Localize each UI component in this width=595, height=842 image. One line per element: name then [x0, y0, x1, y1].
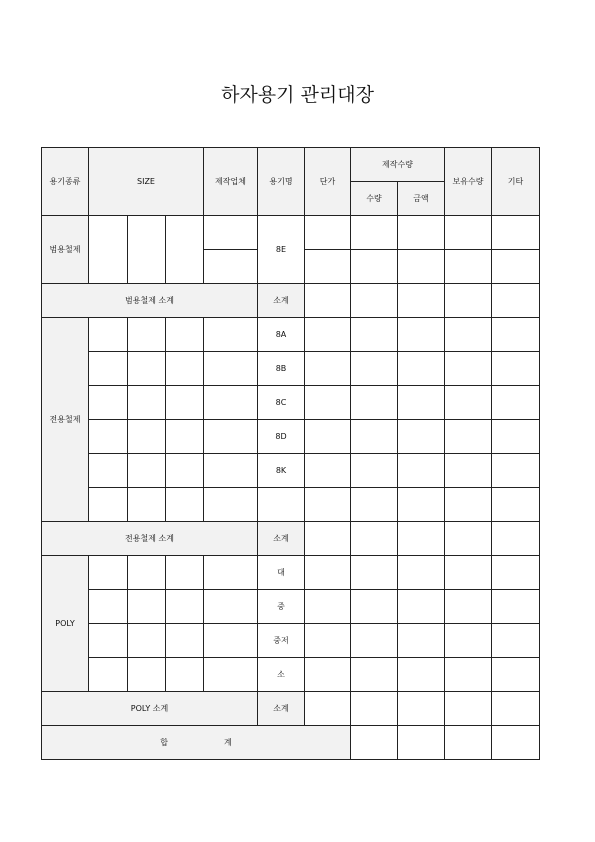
data-cell[interactable] [492, 624, 540, 658]
size-cell[interactable] [89, 590, 128, 624]
data-cell[interactable] [398, 590, 445, 624]
header-unit-price: 단가 [305, 148, 351, 216]
maker-cell[interactable] [204, 250, 258, 284]
maker-cell[interactable] [204, 420, 258, 454]
size-cell[interactable] [166, 420, 204, 454]
data-cell[interactable] [351, 216, 398, 250]
data-cell[interactable] [351, 590, 398, 624]
size-cell[interactable] [166, 488, 204, 522]
data-cell[interactable] [398, 284, 445, 318]
grand-total-right: 계 [224, 738, 232, 747]
data-cell[interactable] [398, 216, 445, 250]
data-cell[interactable] [398, 454, 445, 488]
size-cell[interactable] [128, 386, 166, 420]
container-name-8c: 8C [258, 386, 305, 420]
maker-cell[interactable] [204, 624, 258, 658]
container-name-medium: 중 [258, 590, 305, 624]
size-cell[interactable] [128, 352, 166, 386]
data-cell[interactable] [398, 658, 445, 692]
size-cell[interactable] [128, 318, 166, 352]
group-label-poly: POLY [42, 556, 89, 692]
data-cell[interactable] [492, 590, 540, 624]
size-cell[interactable] [89, 216, 128, 284]
data-cell[interactable] [492, 250, 540, 284]
header-amount: 금액 [398, 182, 445, 216]
data-cell[interactable] [398, 386, 445, 420]
size-cell[interactable] [89, 556, 128, 590]
size-cell[interactable] [89, 488, 128, 522]
data-cell[interactable] [351, 454, 398, 488]
subtotal-name-poly: 소계 [258, 692, 305, 726]
data-cell[interactable] [492, 454, 540, 488]
data-cell[interactable] [351, 556, 398, 590]
maker-cell[interactable] [204, 556, 258, 590]
data-cell[interactable] [305, 624, 351, 658]
subtotal-name-common: 소계 [258, 284, 305, 318]
subtotal-label-dedicated: 전용철제 소계 [42, 522, 258, 556]
container-name-8a: 8A [258, 318, 305, 352]
subtotal-label-poly: POLY 소계 [42, 692, 258, 726]
data-cell[interactable] [492, 352, 540, 386]
data-cell[interactable] [351, 250, 398, 284]
data-cell[interactable] [492, 420, 540, 454]
data-cell[interactable] [305, 454, 351, 488]
data-cell[interactable] [305, 522, 351, 556]
data-cell[interactable] [492, 658, 540, 692]
data-cell[interactable] [398, 726, 445, 760]
group-label-common: 범용철제 [42, 216, 89, 284]
data-cell[interactable] [351, 488, 398, 522]
container-name-8d: 8D [258, 420, 305, 454]
group-label-dedicated: 전용철제 [42, 318, 89, 522]
maker-cell[interactable] [204, 216, 258, 250]
size-cell[interactable] [128, 556, 166, 590]
size-cell[interactable] [128, 420, 166, 454]
header-maker: 제작업체 [204, 148, 258, 216]
data-cell[interactable] [445, 522, 492, 556]
data-cell[interactable] [305, 216, 351, 250]
data-cell[interactable] [445, 284, 492, 318]
page-title: 하자용기 관리대장 [221, 84, 374, 106]
maker-cell[interactable] [204, 658, 258, 692]
data-cell[interactable] [305, 318, 351, 352]
maker-cell[interactable] [204, 352, 258, 386]
size-cell[interactable] [166, 454, 204, 488]
size-cell[interactable] [166, 624, 204, 658]
data-cell[interactable] [398, 624, 445, 658]
data-cell[interactable] [445, 318, 492, 352]
size-cell[interactable] [166, 318, 204, 352]
maker-cell[interactable] [204, 318, 258, 352]
data-cell[interactable] [445, 420, 492, 454]
data-cell[interactable] [445, 386, 492, 420]
maker-cell[interactable] [204, 454, 258, 488]
data-cell[interactable] [398, 522, 445, 556]
data-cell[interactable] [445, 692, 492, 726]
data-cell[interactable] [398, 250, 445, 284]
data-cell[interactable] [398, 488, 445, 522]
data-cell[interactable] [305, 420, 351, 454]
size-cell[interactable] [89, 420, 128, 454]
size-cell[interactable] [89, 318, 128, 352]
subtotal-name-dedicated: 소계 [258, 522, 305, 556]
data-cell[interactable] [351, 522, 398, 556]
size-cell[interactable] [166, 216, 204, 284]
data-cell[interactable] [305, 386, 351, 420]
data-cell[interactable] [351, 692, 398, 726]
data-cell[interactable] [492, 488, 540, 522]
maker-cell[interactable] [204, 386, 258, 420]
data-cell[interactable] [305, 352, 351, 386]
data-cell[interactable] [445, 488, 492, 522]
data-cell[interactable] [351, 726, 398, 760]
data-cell[interactable] [445, 658, 492, 692]
data-cell[interactable] [492, 556, 540, 590]
data-cell[interactable] [398, 352, 445, 386]
data-cell[interactable] [305, 590, 351, 624]
data-cell[interactable] [445, 556, 492, 590]
data-cell[interactable] [492, 522, 540, 556]
data-cell[interactable] [351, 318, 398, 352]
container-name-large: 대 [258, 556, 305, 590]
data-cell[interactable] [445, 726, 492, 760]
data-cell[interactable] [445, 624, 492, 658]
size-cell[interactable] [89, 454, 128, 488]
maker-cell[interactable] [204, 590, 258, 624]
grand-total-label [42, 726, 351, 760]
data-cell[interactable] [398, 420, 445, 454]
grand-total-left: 합 [160, 738, 168, 747]
size-cell[interactable] [128, 216, 166, 284]
container-name-8b: 8B [258, 352, 305, 386]
data-cell[interactable] [305, 692, 351, 726]
size-cell[interactable] [128, 488, 166, 522]
container-name-8k: 8K [258, 454, 305, 488]
size-cell[interactable] [89, 658, 128, 692]
header-size: SIZE [89, 148, 204, 216]
container-name-small: 소 [258, 658, 305, 692]
size-cell[interactable] [128, 590, 166, 624]
container-ledger-table [41, 147, 540, 760]
data-cell[interactable] [305, 250, 351, 284]
data-cell[interactable] [351, 420, 398, 454]
size-cell[interactable] [128, 658, 166, 692]
data-cell[interactable] [398, 318, 445, 352]
data-cell[interactable] [305, 556, 351, 590]
data-cell[interactable] [351, 386, 398, 420]
header-holding-qty: 보유수량 [445, 148, 492, 216]
data-cell[interactable] [492, 318, 540, 352]
size-cell[interactable] [89, 352, 128, 386]
header-container-name: 용기명 [258, 148, 305, 216]
data-cell[interactable] [305, 284, 351, 318]
size-cell[interactable] [166, 590, 204, 624]
data-cell[interactable] [305, 488, 351, 522]
data-cell[interactable] [492, 386, 540, 420]
container-name-8e: 8E [258, 216, 305, 284]
size-cell[interactable] [166, 556, 204, 590]
data-cell[interactable] [351, 352, 398, 386]
data-cell[interactable] [351, 624, 398, 658]
data-cell[interactable] [305, 658, 351, 692]
size-cell[interactable] [128, 624, 166, 658]
data-cell[interactable] [351, 658, 398, 692]
data-cell[interactable] [445, 454, 492, 488]
size-cell[interactable] [128, 454, 166, 488]
size-cell[interactable] [89, 386, 128, 420]
container-name-blank [258, 488, 305, 522]
header-other: 기타 [492, 148, 540, 216]
subtotal-label-common: 범용철제 소계 [42, 284, 258, 318]
size-cell[interactable] [166, 386, 204, 420]
data-cell[interactable] [445, 590, 492, 624]
data-cell[interactable] [445, 352, 492, 386]
data-cell[interactable] [492, 284, 540, 318]
header-type: 용기종류 [42, 148, 89, 216]
data-cell[interactable] [398, 556, 445, 590]
data-cell[interactable] [351, 284, 398, 318]
data-cell[interactable] [492, 216, 540, 250]
data-cell[interactable] [445, 250, 492, 284]
header-qty: 수량 [351, 182, 398, 216]
size-cell[interactable] [89, 624, 128, 658]
maker-cell[interactable] [204, 488, 258, 522]
size-cell[interactable] [166, 352, 204, 386]
header-production-qty: 제작수량 [351, 148, 445, 182]
data-cell[interactable] [445, 216, 492, 250]
data-cell[interactable] [492, 726, 540, 760]
data-cell[interactable] [492, 692, 540, 726]
container-name-medium-low: 중저 [258, 624, 305, 658]
data-cell[interactable] [398, 692, 445, 726]
size-cell[interactable] [166, 658, 204, 692]
